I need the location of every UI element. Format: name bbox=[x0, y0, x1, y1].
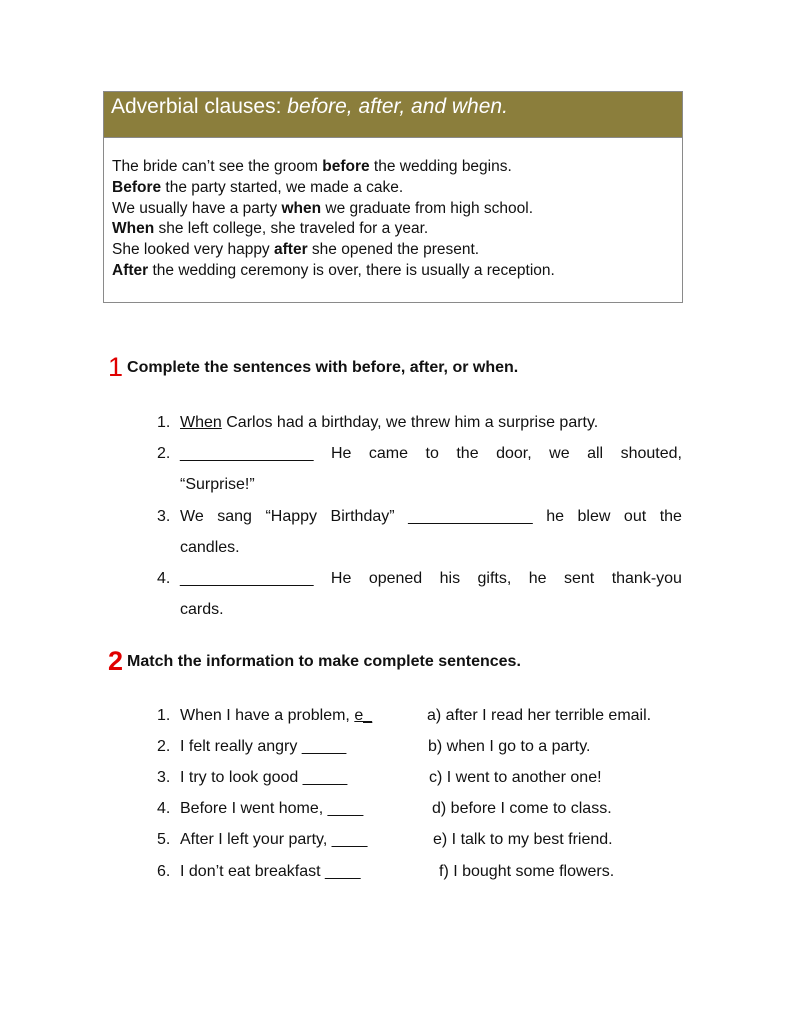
section-number: 2 bbox=[108, 646, 124, 676]
clause-text: When I have a problem, bbox=[180, 707, 355, 724]
example-keyword: when bbox=[281, 199, 322, 217]
section-2-heading bbox=[108, 646, 521, 677]
example-sentence bbox=[112, 261, 682, 282]
item-number: 1. bbox=[157, 414, 171, 431]
sentence-continuation: “Surprise!” bbox=[180, 476, 255, 493]
blank: _______________ bbox=[180, 445, 314, 462]
item-number: 4. bbox=[157, 800, 171, 817]
blank: ______________ bbox=[408, 508, 533, 525]
match-left: Before I went home, ____ bbox=[180, 800, 364, 817]
title-italic: before, after, and when. bbox=[287, 95, 508, 118]
example-text: We usually have a party bbox=[112, 199, 282, 217]
example-list bbox=[104, 138, 682, 282]
word: Birthday” bbox=[330, 508, 395, 525]
word: gifts, bbox=[477, 570, 512, 587]
example-sentence bbox=[112, 199, 682, 220]
example-sentence bbox=[112, 178, 682, 199]
example-keyword: after bbox=[274, 241, 308, 259]
sentence-line bbox=[180, 507, 682, 527]
word: all bbox=[587, 445, 604, 462]
word: We bbox=[180, 508, 204, 525]
example-keyword: When bbox=[112, 220, 155, 238]
match-right: f) I bought some flowers. bbox=[439, 863, 615, 880]
item-number: 1. bbox=[157, 707, 171, 724]
word: He bbox=[330, 570, 352, 587]
match-right: d) before I come to class. bbox=[432, 800, 612, 817]
match-left bbox=[180, 706, 372, 726]
word: the bbox=[659, 508, 682, 525]
word: sent bbox=[564, 570, 595, 587]
example-text: we graduate from high school. bbox=[321, 199, 534, 217]
match-left: I felt really angry _____ bbox=[180, 738, 347, 755]
word: blew bbox=[577, 508, 611, 525]
sentence-text: Carlos had a birthday, we threw him a surprise party. bbox=[221, 414, 599, 431]
example-text: she opened the present. bbox=[307, 241, 480, 259]
sentence-line bbox=[180, 444, 682, 464]
match-left: After I left your party, ____ bbox=[180, 831, 368, 848]
example-sentence bbox=[112, 157, 682, 178]
word: opened bbox=[368, 570, 423, 587]
word: he bbox=[528, 570, 547, 587]
match-right: e) I talk to my best friend. bbox=[433, 831, 613, 848]
match-right: c) I went to another one! bbox=[429, 769, 602, 786]
match-left: I don’t eat breakfast ____ bbox=[180, 863, 361, 880]
word: he bbox=[546, 508, 564, 525]
grammar-box bbox=[103, 91, 683, 303]
word: “Happy bbox=[265, 508, 318, 525]
match-right: a) after I read her terrible email. bbox=[427, 707, 652, 724]
example-text: The bride can’t see the groom bbox=[112, 158, 323, 175]
word: came bbox=[368, 445, 409, 462]
item-number: 6. bbox=[157, 863, 171, 880]
answer: When bbox=[180, 414, 222, 431]
example-sentence bbox=[112, 219, 682, 240]
example-text: She looked very happy bbox=[112, 241, 274, 259]
sentence-continuation: candles. bbox=[180, 539, 240, 556]
item-number: 2. bbox=[157, 738, 171, 755]
match-left: I try to look good _____ bbox=[180, 769, 348, 786]
example-text: the party started, we made a cake. bbox=[161, 178, 404, 196]
word: his bbox=[439, 570, 461, 587]
example-text: the wedding ceremony is over, there is usually a reception. bbox=[148, 261, 555, 279]
section-number: 1 bbox=[108, 352, 124, 382]
item-number: 2. bbox=[157, 445, 171, 462]
match-right: b) when I go to a party. bbox=[428, 738, 591, 755]
example-keyword: Before bbox=[112, 178, 162, 196]
word: shouted, bbox=[620, 445, 682, 462]
word: the bbox=[456, 445, 479, 462]
blank: _______________ bbox=[180, 570, 314, 587]
section-title: Complete the sentences with before, after, or when. bbox=[127, 358, 519, 376]
item-number: 3. bbox=[157, 508, 171, 525]
word: sang bbox=[217, 508, 252, 525]
section-title: Match the information to make complete sentences. bbox=[127, 652, 521, 670]
example-sentence bbox=[112, 240, 682, 261]
answer: e_ bbox=[354, 707, 373, 724]
word: to bbox=[425, 445, 439, 462]
sentence-continuation: cards. bbox=[180, 601, 224, 618]
sentence-line bbox=[180, 569, 682, 589]
example-text: she left college, she traveled for a year. bbox=[154, 220, 429, 238]
word: door, bbox=[496, 445, 532, 462]
section-1-heading bbox=[108, 352, 518, 383]
item-text bbox=[180, 413, 598, 433]
item-number: 3. bbox=[157, 769, 171, 786]
example-text: the wedding begins. bbox=[369, 158, 512, 175]
word: out bbox=[623, 508, 647, 525]
example-keyword: After bbox=[112, 261, 149, 279]
item-number: 5. bbox=[157, 831, 171, 848]
word: thank-you bbox=[611, 570, 682, 587]
title-plain: Adverbial clauses: bbox=[111, 95, 288, 118]
example-keyword: before bbox=[322, 158, 370, 175]
item-number: 4. bbox=[157, 570, 171, 587]
word: we bbox=[549, 445, 570, 462]
word: He bbox=[330, 445, 352, 462]
grammar-box-title bbox=[104, 92, 682, 138]
